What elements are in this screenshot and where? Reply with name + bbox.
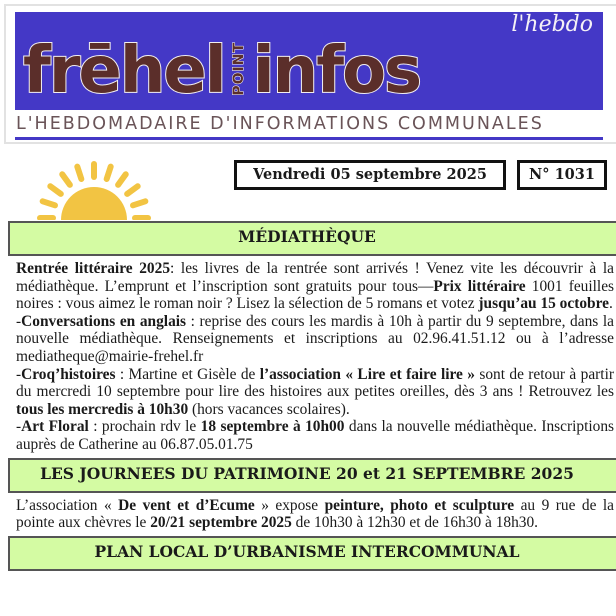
sun-ray [43,201,55,205]
sun-ray [50,186,61,194]
text: : les livres de la rentrée sont arrivés ! Venez vite les découvrir à la médiathèque. L’emprunt et l’inscription sont gratuits pour tous— [16,260,614,295]
bold-text: Prix littéraire [433,277,526,295]
bold-text: peinture, photo et sculpture [324,496,515,514]
sun-ray [133,201,145,205]
bold-text: Conversations en anglais [21,312,187,330]
text: : Martine et Gisèle de [115,365,260,383]
text: L’association « [16,496,119,514]
paragraph [16,260,614,313]
logo-frehel: frēhel [23,34,225,108]
paragraph [16,313,614,366]
text: sont de retour à partir du mercredi 10 septembre pour lire des histoires aux petites oreilles, dès 3 ans ! Retrouvez les [16,365,614,401]
logo-hebdo: l'hebdo [511,12,593,37]
issue-date: Vendredi 05 septembre 2025 [234,160,506,190]
text: au 9 rue de la pointe aux chèvres le [16,496,615,532]
bold-text: De vent et d’Ecume [118,496,255,514]
divider [15,137,603,140]
text: . [608,295,613,313]
bold-text: l’association « Lire et faire lire » [259,365,475,383]
tagline: L'HEBDOMADAIRE D'INFORMATIONS COMMUNALES [16,114,544,134]
bold-text: tous les mercredis à 10h30 [16,400,189,418]
sun-ray [107,167,111,179]
text: - [16,365,22,383]
section-body-patrimoine [16,497,614,532]
text: dans la nouvelle médiathèque. Inscriptions auprès de Catherine au 06.87.05.01.75 [16,418,615,453]
text: : prochain rdv le [88,418,201,436]
section-header-patrimoine: LES JOURNEES DU PATRIMOINE 20 et 21 SEPTEMBRE 2025 [8,458,616,493]
logo [23,34,421,108]
masthead-banner [15,12,603,110]
paragraph [16,418,614,453]
issue-number: N° 1031 [517,160,607,190]
paragraph [16,497,614,532]
sun-ray [62,174,70,185]
bold-text: Art Floral [21,418,89,436]
text: - [16,418,22,436]
text: (hors vacances scolaires). [188,400,350,418]
bold-text: Croq’histoires [21,365,116,383]
sun-ray [118,174,126,185]
text: - [16,312,22,330]
section-header-mediatheque: MÉDIATHÈQUE [8,221,616,256]
bold-text: Rentrée littéraire 2025 [16,260,171,277]
paragraph [16,366,614,419]
logo-infos: infos [252,34,421,108]
text: de 10h30 à 12h30 et de 16h30 à 18h30. [291,514,539,532]
content [8,221,616,571]
logo-point: POINT [230,42,247,96]
bold-text: 20/21 septembre 2025 [150,514,292,532]
text: 1001 feuilles noires : vous aimez le roman noir ? Lisez la sélection de 5 romans et votez [16,277,615,313]
section-header-plui: PLAN LOCAL D’URBANISME INTERCOMMUNAL [8,536,616,571]
text: : reprise des cours les mardis à 10h à partir du 9 septembre, dans la nouvelle médiathèque. Renseignements et inscriptions au 02.96.41.51.12 ou à l’adresse mediatheque@mairie-frehel.fr [16,312,614,365]
sun-icon [30,150,160,220]
section-body-mediatheque [16,260,614,454]
sun-ray [77,167,81,179]
bold-text: jusqu’au 15 octobre [478,295,609,313]
sun-ray [127,186,138,194]
bold-text: 18 septembre à 10h00 [200,418,345,436]
text: » expose [254,496,325,514]
